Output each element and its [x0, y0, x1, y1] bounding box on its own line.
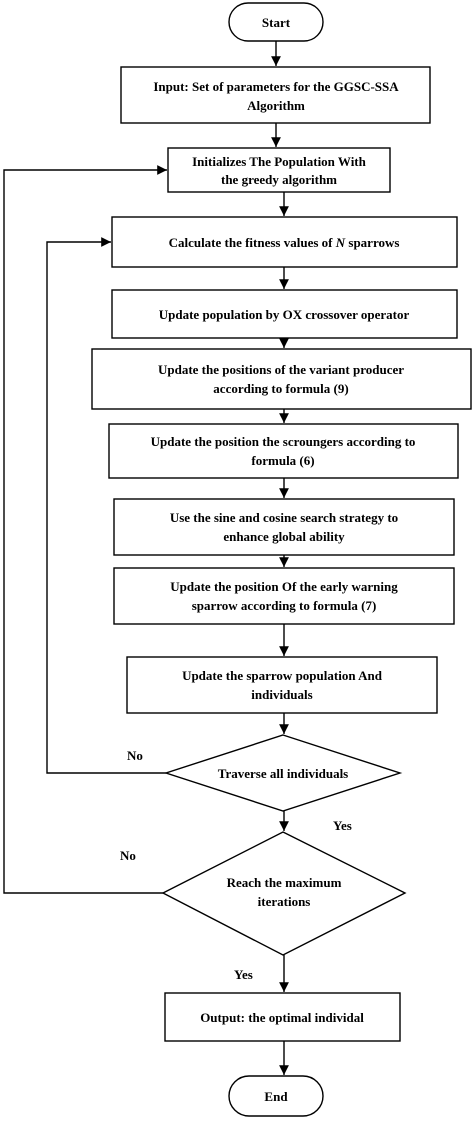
- scroungers-line-1: Update the position the scroungers according to: [150, 434, 416, 449]
- maxiter-yes-label: Yes: [234, 967, 253, 982]
- init-line-2: the greedy algorithm: [220, 172, 338, 187]
- traverse-yes-label: Yes: [333, 818, 352, 833]
- output-box: [165, 993, 400, 1041]
- init-line-1: Initializes The Population With: [192, 154, 366, 169]
- end-label: End: [264, 1089, 288, 1104]
- ox-label: Update population by OX crossover operator: [158, 307, 410, 322]
- warning-line-1: Update the position Of the early warning: [170, 579, 398, 594]
- start-terminal: [229, 3, 323, 41]
- init-box: [168, 148, 390, 192]
- input-line-1: Input: Set of parameters for the GGSC-SSA: [153, 79, 399, 94]
- start-label: Start: [261, 15, 291, 30]
- fitness-label-pre: Calculate the fitness values of: [168, 235, 336, 250]
- update-line-1: Update the sparrow population And: [182, 668, 382, 683]
- sine-cosine-box: [114, 499, 454, 555]
- ox-crossover-box: [112, 290, 457, 338]
- sine-line-2: enhance global ability: [223, 529, 345, 544]
- max-iter-line-1: Reach the maximum: [226, 875, 342, 890]
- fitness-label: [169, 235, 400, 250]
- fitness-label-var: N: [335, 235, 346, 250]
- end-terminal: [229, 1076, 323, 1116]
- scroungers-box: [109, 424, 458, 478]
- output-label: Output: the optimal individal: [200, 1010, 364, 1025]
- early-warning-box: [114, 568, 454, 624]
- producer-line-2: according to formula (9): [213, 381, 349, 396]
- producer-line-1: Update the positions of the variant producer: [157, 362, 405, 377]
- maxiter-no-label: No: [120, 848, 136, 863]
- scroungers-line-2: formula (6): [251, 453, 315, 468]
- update-line-2: individuals: [251, 687, 313, 702]
- traverse-decision: [166, 735, 400, 811]
- max-iterations-decision: [163, 832, 405, 955]
- fitness-label-post: sparrows: [345, 235, 400, 250]
- update-population-box: [127, 657, 437, 713]
- input-line-2: Algorithm: [247, 98, 305, 113]
- input-box: [121, 67, 430, 123]
- max-iter-line-2: iterations: [257, 894, 311, 909]
- producer-box: [92, 349, 471, 409]
- warning-line-2: sparrow according to formula (7): [191, 598, 377, 613]
- traverse-no-label: No: [127, 748, 143, 763]
- fitness-box: [112, 217, 457, 267]
- sine-line-1: Use the sine and cosine search strategy to: [169, 510, 399, 525]
- traverse-label: Traverse all individuals: [217, 766, 349, 781]
